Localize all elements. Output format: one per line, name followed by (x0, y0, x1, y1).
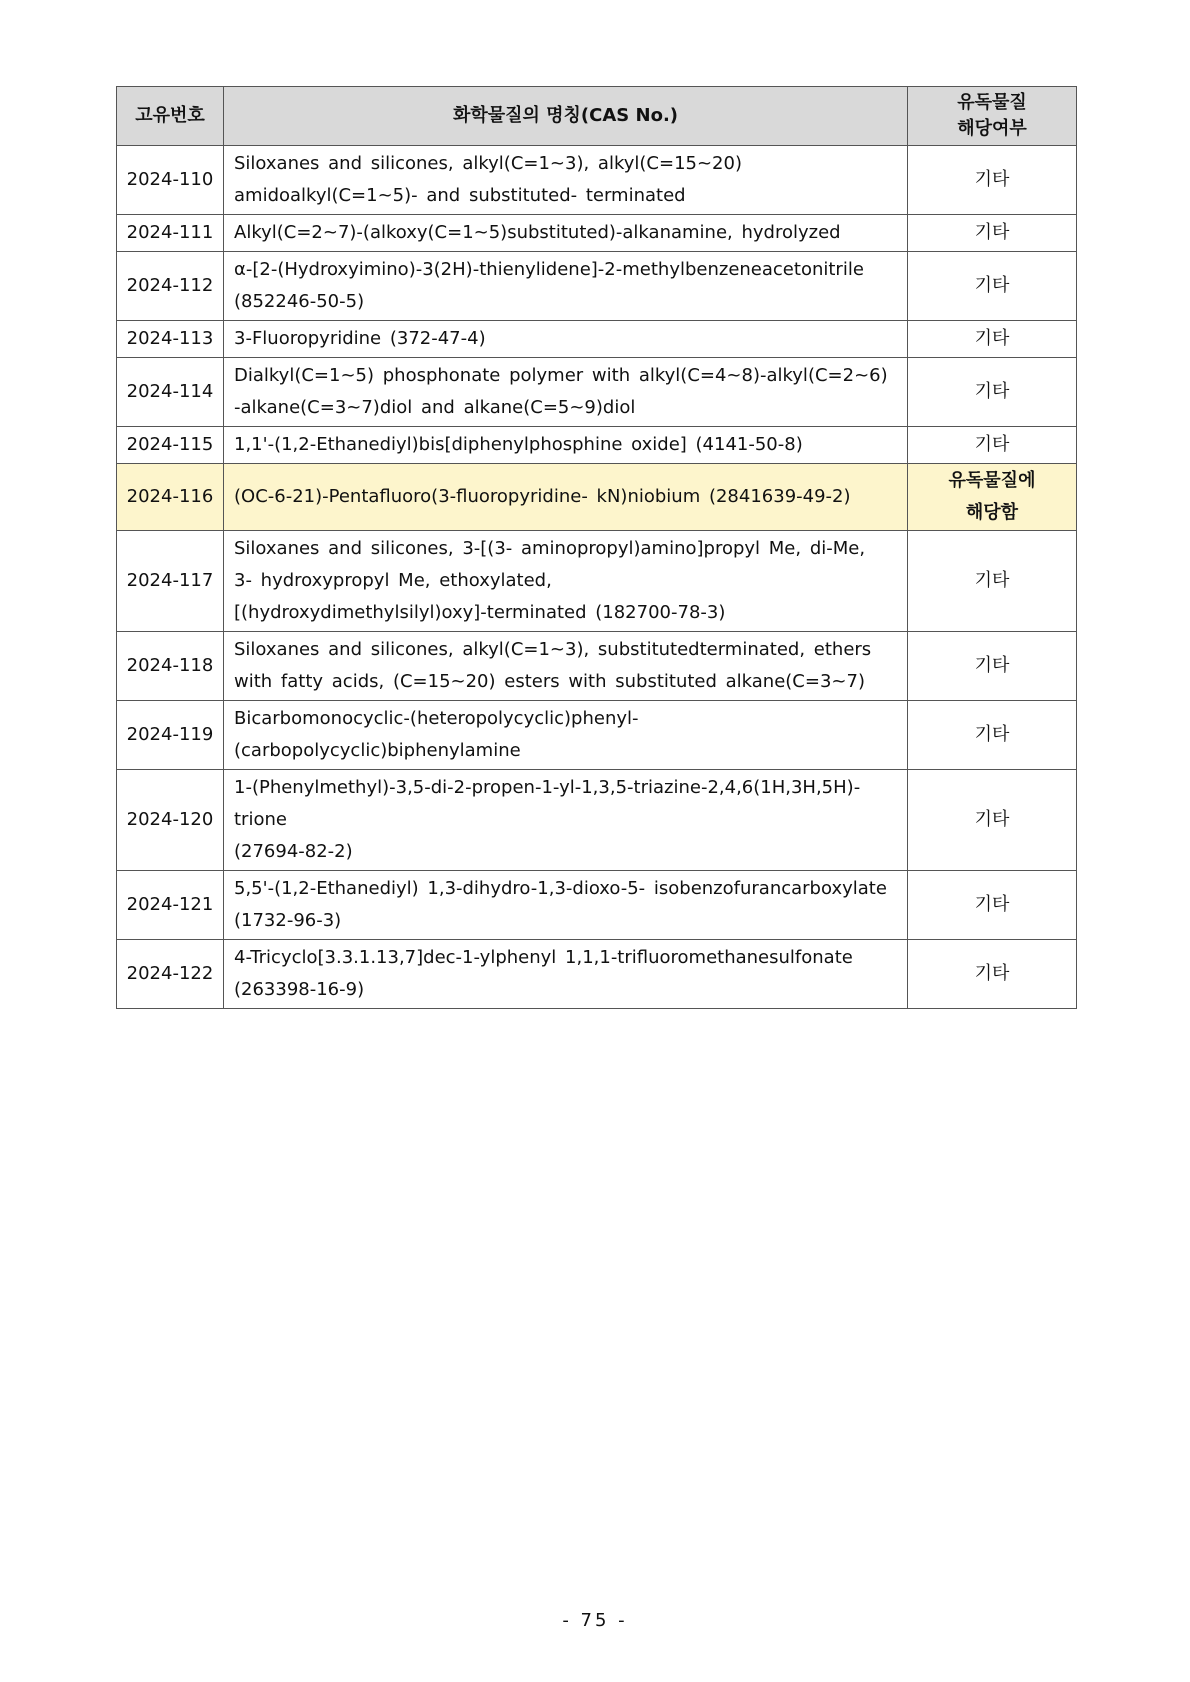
cell-id: 2024-115 (117, 427, 224, 464)
cell-id: 2024-113 (117, 321, 224, 358)
cell-name-line: (1732-96-3) (234, 910, 342, 931)
table-row (117, 146, 1077, 215)
cell-classification: 기타 (908, 321, 1077, 358)
table-header-row (117, 87, 1077, 146)
header-name: 화학물질의 명칭(CAS No.) (224, 87, 908, 146)
table-row (117, 427, 1077, 464)
cell-name-line: Dialkyl(C=1~5) phosphonate polymer with alkyl(C=4~8)-alkyl(C=2~6) (234, 365, 888, 386)
cell-classification: 기타 (908, 146, 1077, 215)
header-classification (908, 87, 1077, 146)
cell-name-line: Alkyl(C=2~7)-(alkoxy(C=1~5)substituted)-alkanamine, hydrolyzed (234, 222, 841, 243)
cell-classification: 기타 (908, 871, 1077, 940)
cell-id: 2024-112 (117, 252, 224, 321)
table-row (117, 531, 1077, 632)
table-row (117, 770, 1077, 871)
cell-name-line: (263398-16-9) (234, 979, 365, 1000)
cell-name-line: Siloxanes and silicones, alkyl(C=1~3), alkyl(C=15~20) (234, 153, 742, 174)
cell-classification: 기타 (908, 632, 1077, 701)
cell-id: 2024-119 (117, 701, 224, 770)
cell-name-line: 1,1'-(1,2-Ethanediyl)bis[diphenylphosphine oxide] (4141-50-8) (234, 434, 803, 455)
table-row (117, 701, 1077, 770)
cell-name-line: Siloxanes and silicones, 3-[(3- aminopropyl)amino]propyl Me, di-Me, (234, 538, 866, 559)
cell-id: 2024-110 (117, 146, 224, 215)
cell-id: 2024-120 (117, 770, 224, 871)
cell-name-line: (852246-50-5) (234, 291, 365, 312)
cell-name (224, 531, 908, 632)
table-row (117, 871, 1077, 940)
cell-classification: 기타 (908, 215, 1077, 252)
cell-name (224, 146, 908, 215)
cell-id: 2024-118 (117, 632, 224, 701)
cell-name-line: 1-(Phenylmethyl)-3,5-di-2-propen-1-yl-1,3,5-triazine-2,4,6(1H,3H,5H)-trione (234, 777, 861, 830)
cell-name-line: with fatty acids, (C=15~20) esters with substituted alkane(C=3~7) (234, 671, 865, 692)
cell-name-line: (27694-82-2) (234, 841, 353, 862)
cell-name (224, 770, 908, 871)
cell-id: 2024-111 (117, 215, 224, 252)
cell-name (224, 701, 908, 770)
cell-classification: 기타 (908, 427, 1077, 464)
cell-name (224, 464, 908, 531)
cell-name (224, 632, 908, 701)
cell-name-line: amidoalkyl(C=1~5)- and substituted- terminated (234, 185, 686, 206)
cell-classification: 기타 (908, 252, 1077, 321)
cell-name-line: Siloxanes and silicones, alkyl(C=1~3), substitutedterminated, ethers (234, 639, 872, 660)
cell-name-line: α-[2-(Hydroxyimino)-3(2H)-thienylidene]-2-methylbenzeneacetonitrile (234, 259, 864, 280)
cell-classification: 기타 (908, 701, 1077, 770)
chemical-table (116, 86, 1077, 1009)
table-row (117, 252, 1077, 321)
cell-name (224, 871, 908, 940)
cell-name-line: (OC-6-21)-Pentafluoro(3-fluoropyridine- kN)niobium (2841639-49-2) (234, 486, 851, 507)
cell-id: 2024-116 (117, 464, 224, 531)
cell-name (224, 940, 908, 1009)
cell-name (224, 215, 908, 252)
table-row (117, 321, 1077, 358)
table-row (117, 940, 1077, 1009)
cell-classification-line: 유독물질에 (948, 470, 1036, 491)
cell-classification (908, 464, 1077, 531)
cell-classification: 기타 (908, 940, 1077, 1009)
table-row (117, 464, 1077, 531)
cell-classification-line: 해당함 (965, 502, 1019, 523)
table-body (117, 146, 1077, 1009)
cell-name-line: 3-Fluoropyridine (372-47-4) (234, 328, 486, 349)
cell-name-line: 4-Tricyclo[3.3.1.13,7]dec-1-ylphenyl 1,1,1-trifluoromethanesulfonate (234, 947, 853, 968)
cell-classification: 기타 (908, 358, 1077, 427)
cell-classification: 기타 (908, 531, 1077, 632)
header-id: 고유번호 (117, 87, 224, 146)
header-class-line1: 유독물질 (957, 92, 1027, 113)
cell-id: 2024-114 (117, 358, 224, 427)
table-row (117, 358, 1077, 427)
cell-id: 2024-117 (117, 531, 224, 632)
table-row (117, 215, 1077, 252)
cell-name-line: [(hydroxydimethylsilyl)oxy]-terminated (182700-78-3) (234, 602, 726, 623)
table-row (117, 632, 1077, 701)
cell-name-line: -alkane(C=3~7)diol and alkane(C=5~9)diol (234, 397, 636, 418)
cell-classification: 기타 (908, 770, 1077, 871)
cell-name (224, 321, 908, 358)
cell-name-line: 3- hydroxypropyl Me, ethoxylated, (234, 570, 552, 591)
cell-name-line: 5,5'-(1,2-Ethanediyl) 1,3-dihydro-1,3-dioxo-5- isobenzofurancarboxylate (234, 878, 887, 899)
cell-id: 2024-122 (117, 940, 224, 1009)
cell-name (224, 427, 908, 464)
cell-name-line: Bicarbomonocyclic-(heteropolycyclic)phenyl-(carbopolycyclic)biphenylamine (234, 708, 639, 761)
cell-id: 2024-121 (117, 871, 224, 940)
cell-name (224, 252, 908, 321)
cell-name (224, 358, 908, 427)
header-class-line2: 해당여부 (957, 118, 1027, 139)
page-number: - 75 - (562, 1610, 628, 1631)
